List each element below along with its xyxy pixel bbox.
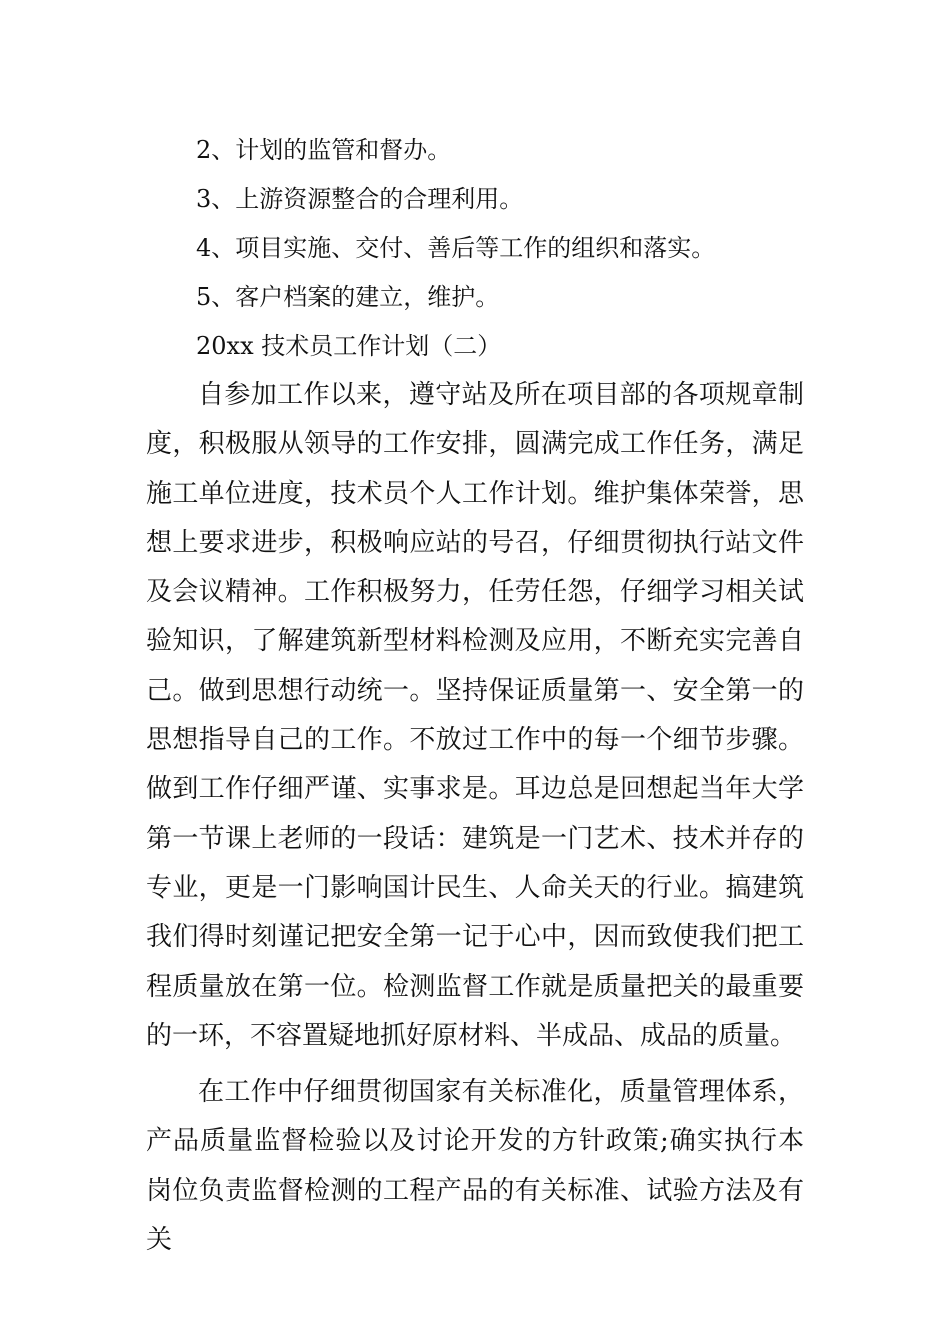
list-item: 4、项目实施、交付、善后等工作的组织和落实。 [196,234,716,262]
responsibility-list [196,126,816,322]
list-item: 5、客户档案的建立，维护。 [196,283,500,311]
list-item: 2、计划的监管和督办。 [196,136,452,164]
body-paragraph-2-container [146,1068,804,1265]
body-paragraph-1-container [146,371,804,1061]
list-item: 3、上游资源整合的合理利用。 [196,185,524,213]
section-title: 20xx 技术员工作计划（二） [196,332,502,360]
body-paragraph: 在工作中仔细贯彻国家有关标准化，质量管理体系，产品质量监督检验以及讨论开发的方针政策;确实执行本岗位负责监督检测的工程产品的有关标准、试验方法及有关 [146,1077,804,1255]
body-paragraph: 自参加工作以来，遵守站及所在项目部的各项规章制度，积极服从领导的工作安排，圆满完成工作任务，满足施工单位进度，技术员个人工作计划。维护集体荣誉，思想上要求进步，积极响应站的号召，仔细贯彻执行站文件及会议精神。工作积极努力，任劳任怨，仔细学习相关试验知识，了解建筑新型材料检测及应用，不断充实完善自己。做到思想行动统一。坚持保证质量第一、安全第一的思想指导自己的工作。不放过工作中的每一个细节步骤。做到工作仔细严谨、实事求是。耳边总是回想起当年大学第一节课上老师的一段话：建筑是一门艺术、技术并存的专业，更是一门影响国计民生、人命关天的行业。搞建筑我们得时刻谨记把安全第一记于心中，因而致使我们把工程质量放在第一位。检测监督工作就是质量把关的最重要的一环，不容置疑地抓好原材料、半成品、成品的质量。 [146,380,804,1051]
